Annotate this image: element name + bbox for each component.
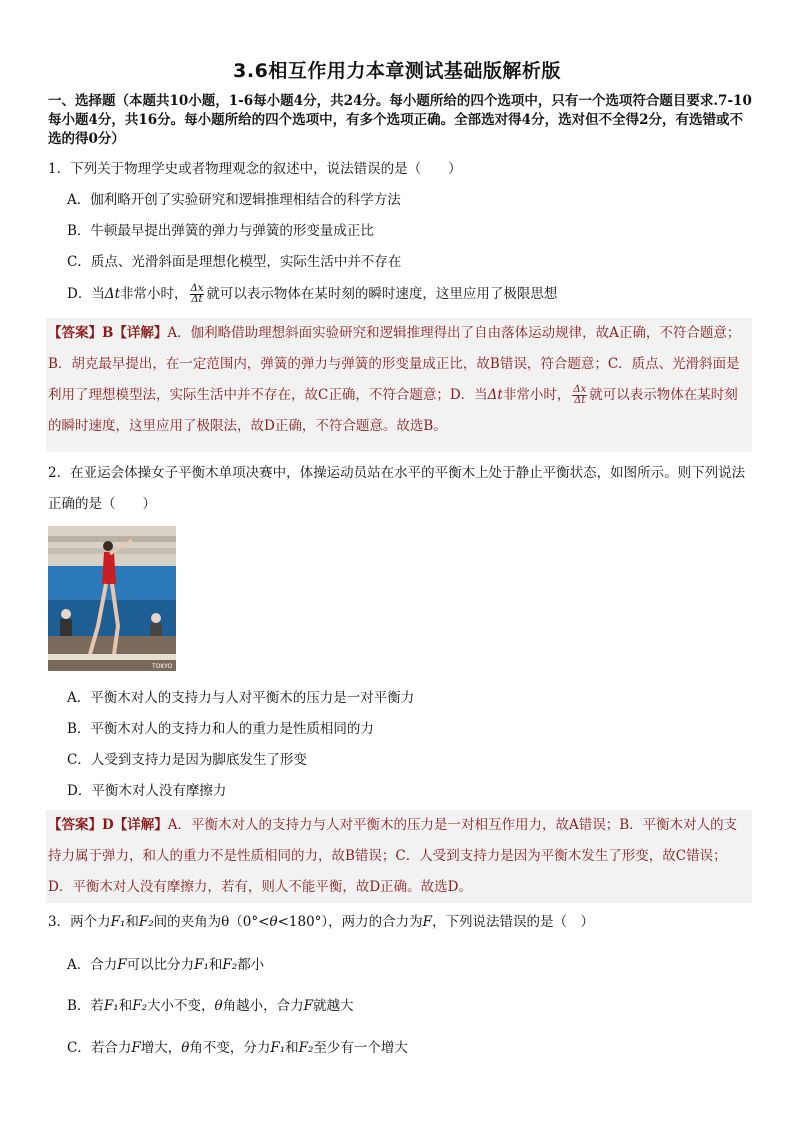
- question-1-answer: 【答案】B【详解】A．伽利略借助理想斜面实验研究和逻辑推理得出了自由落体运动规律，故A正确，不符合题意；B．胡克最早提出，在一定范围内，弹簧的弹力与弹簧的形变量成正比，故B错误，符合题意；C．质点、光滑斜面是利用了理想模型法，实际生活中并不存在，故C正确，不符合题意；D．当Δt非常小时， $\frac{\Delta x}{\Delta t}$ 就可以表示物体在某时刻的瞬时速度，这里应用了极限法，故D正确，不符合题意。故选B。: [46, 318, 752, 452]
- photo-caption: TOKYO: [152, 663, 173, 670]
- question-3-option-a: A．合力F可以比分力F₁和F₂都小: [67, 957, 265, 973]
- question-3-option-c: C．若合力F增大，θ角不变，分力F₁和F₂至少有一个增大: [67, 1040, 408, 1056]
- question-2-option-b: B．平衡木对人的支持力和人的重力是性质相同的力: [67, 721, 374, 737]
- section-heading: 一、选择题（本题共10小题，1-6每小题4分，共24分。每小题所给的四个选项中，只有一个选项符合题目要求.7-10每小题4分，共16分。每小题所给的四个选项中，有多个选项正确。全部选对得4分，选对但不全得2分，有选错或不选的得0分）: [48, 93, 752, 147]
- question-1-stem: 1．下列关于物理学史或者物理观念的叙述中，说法错误的是（ ）: [48, 161, 462, 177]
- fraction-dx-dt: $\frac{\Delta x}{\Delta t}$: [190, 283, 204, 305]
- page-title: 3.6相互作用力本章测试基础版解析版: [233, 60, 561, 82]
- question-1-option-b: B．牛顿最早提出弹簧的弹力与弹簧的形变量成正比: [67, 223, 374, 239]
- question-2-stem: 2．在亚运会体操女子平衡木单项决赛中，体操运动员站在水平的平衡木上处于静止平衡状态，如图所示。则下列说法正确的是（ ）: [48, 465, 746, 512]
- question-3-stem: 3．两个力F₁和F₂间的夹角为θ（0°<θ<180°），两力的合力为F，下列说法错误的是（ ）: [48, 914, 595, 930]
- gymnast-photo: [48, 526, 176, 671]
- question-1-option-d: D．当Δt非常小时， $\frac{\Delta x}{\Delta t}$ 就可以表示物体在某时刻的瞬时速度，这里应用了极限思想: [67, 283, 558, 305]
- question-1-option-a: A．伽利略开创了实验研究和逻辑推理相结合的科学方法: [67, 192, 401, 208]
- question-2-option-c: C．人受到支持力是因为脚底发生了形变: [67, 752, 307, 768]
- question-2-answer: 【答案】D【详解】A．平衡木对人的支持力与人对平衡木的压力是一对相互作用力，故A错误；B．平衡木对人的支持力属于弹力，和人的重力不是性质相同的力，故B错误；C．人受到支持力是因为平衡木发生了形变，故C错误；D．平衡木对人没有摩擦力，若有，则人不能平衡，故D正确。故选D。: [46, 810, 752, 903]
- question-2-option-d: D．平衡木对人没有摩擦力: [67, 783, 227, 799]
- question-3-option-b: B．若F₁和F₂大小不变，θ角越小，合力F就越大: [67, 998, 354, 1014]
- answer-fraction-dx-dt: $\frac{\Delta x}{\Delta t}$: [573, 384, 587, 406]
- question-2-option-a: A．平衡木对人的支持力与人对平衡木的压力是一对平衡力: [67, 690, 415, 706]
- question-1-option-c: C．质点、光滑斜面是理想化模型，实际生活中并不存在: [67, 254, 402, 270]
